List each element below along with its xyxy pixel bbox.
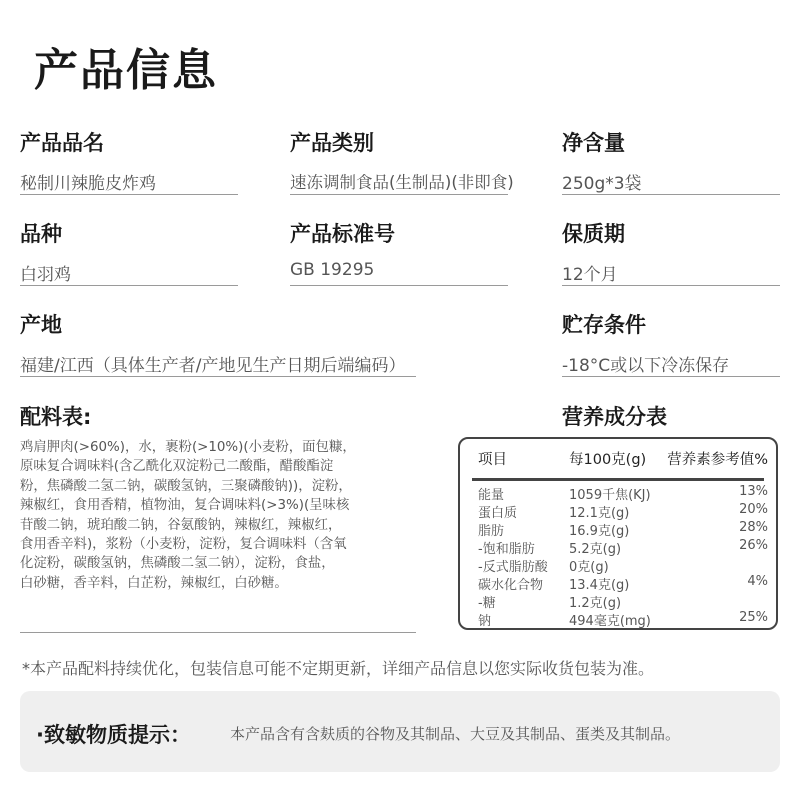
product-category-label: 产品类别 [290, 131, 374, 155]
field-standard-no [290, 218, 395, 280]
nutrition-row [460, 538, 776, 556]
nutrition-per100: 5.2克(g) [569, 542, 622, 557]
ingredients-line: 苷酸二钠，琥珀酸二钠，谷氨酸钠，辣椒红，辣椒红， [20, 517, 342, 533]
ingredients-line: 白砂糖，香辛料，白芷粉，辣椒红，白砂糖。 [20, 575, 288, 591]
divider [290, 194, 508, 195]
divider [20, 194, 238, 195]
standard-no-label: 产品标准号 [290, 222, 395, 246]
field-storage [562, 309, 729, 376]
nutrition-nrv: 26% [739, 538, 768, 553]
ingredients-line: 鸡肩胛肉(>60%)，水，裹粉(>10%)(小麦粉，面包糠， [20, 440, 356, 455]
nutrition-nrv: 20% [739, 502, 768, 517]
nutrition-item: 能量 [478, 488, 505, 503]
ingredients-box [20, 438, 416, 633]
variety-value: 白羽鸡 [20, 265, 71, 285]
field-origin [20, 309, 405, 376]
divider [562, 194, 780, 195]
field-net-content [562, 127, 642, 194]
nutrition-row [460, 502, 776, 520]
nutrition-nrv: 4% [747, 574, 768, 589]
allergen-box [20, 691, 780, 772]
disclaimer-note: *本产品配料持续优化，包装信息可能不定期更新，详细产品信息以您实际收货包装为准。 [22, 659, 655, 678]
nutrition-row [460, 610, 776, 628]
field-product-name [20, 127, 156, 194]
nutrition-row [460, 520, 776, 538]
nutrition-row [460, 574, 776, 592]
storage-value: -18°C或以下冷冻保存 [562, 356, 730, 376]
product-category-value: 速冻调制食品(生制品)(非即食) [290, 173, 514, 192]
nutrition-item: 脂肪 [478, 524, 505, 539]
product-name-label: 产品品名 [20, 131, 104, 155]
origin-value: 福建/江西（具体生产者/产地见生产日期后端编码） [20, 356, 406, 376]
nutrition-item: 蛋白质 [478, 506, 518, 521]
nutrition-item: -糖 [478, 596, 496, 611]
divider [20, 376, 416, 377]
page-title: 产品信息 [34, 45, 218, 96]
nutrition-per100: 0克(g) [569, 560, 609, 575]
divider [562, 285, 780, 286]
ingredients-line: 化淀粉，碳酸氢钠，焦磷酸二氢二钠），淀粉，食盐， [20, 556, 335, 572]
field-product-category [290, 127, 514, 193]
shelf-life-value: 12个月 [562, 265, 618, 285]
nutrition-row [460, 484, 776, 502]
standard-no-value: GB 19295 [290, 260, 375, 280]
storage-label: 贮存条件 [562, 313, 646, 337]
field-shelf-life [562, 218, 625, 285]
nutrition-per100: 494毫克(mg) [569, 614, 651, 629]
nutrition-nrv: 13% [739, 484, 768, 499]
shelf-life-label: 保质期 [562, 222, 625, 246]
net-content-value: 250g*3袋 [562, 174, 642, 194]
nutrition-item: 碳水化合物 [478, 578, 544, 593]
nutrition-per100: 16.9克(g) [569, 524, 630, 539]
scroll-fade [396, 438, 416, 632]
ingredients-line: 原味复合调味料(含乙酰化双淀粉己二酸酯，醋酸酯淀 [20, 459, 334, 475]
nutrition-per100: 1059千焦(KJ) [569, 488, 651, 503]
nutrition-per100: 12.1克(g) [569, 506, 630, 521]
nutrition-per100: 1.2克(g) [569, 596, 622, 611]
nutrition-per100: 13.4克(g) [569, 578, 630, 593]
nutrition-nrv: 25% [739, 610, 768, 625]
nutrition-title: 营养成分表 [562, 405, 667, 429]
divider [290, 285, 508, 286]
nutrition-header-nrv: 营养素参考值% [667, 452, 768, 468]
divider [20, 285, 238, 286]
ingredients-text [20, 438, 430, 593]
ingredients-title: 配料表: [20, 405, 92, 429]
nutrition-header-item: 项目 [478, 452, 507, 468]
nutrition-item: 钠 [478, 614, 492, 629]
nutrition-header-per100: 每100克(g) [569, 452, 647, 468]
nutrition-row [460, 592, 776, 610]
net-content-label: 净含量 [562, 131, 625, 155]
ingredients-line: 辣椒红，食用香精，植物油，复合调味料(>3%)(呈味核 [20, 498, 350, 514]
origin-label: 产地 [20, 313, 62, 337]
ingredients-line: 粉，焦磷酸二氢二钠，碳酸氢钠，三聚磷酸钠))，淀粉， [20, 478, 352, 494]
allergen-label: ·致敏物质提示： [36, 723, 191, 747]
nutrition-row [460, 556, 776, 574]
ingredients-line: 食用香辛料)，浆粉（小麦粉，淀粉，复合调味料（含氧 [20, 537, 347, 553]
field-variety [20, 218, 71, 285]
nutrition-item: -反式脂肪酸 [478, 560, 548, 575]
divider [562, 376, 780, 377]
nutrition-item: -饱和脂肪 [478, 542, 535, 557]
allergen-text: 本产品含有含麸质的谷物及其制品、大豆及其制品、蛋类及其制品。 [230, 725, 681, 743]
product-name-value: 秘制川辣脆皮炸鸡 [20, 174, 156, 194]
variety-label: 品种 [20, 222, 62, 246]
nutrition-table [458, 437, 778, 630]
nutrition-divider [472, 478, 764, 481]
nutrition-nrv: 28% [739, 520, 768, 535]
